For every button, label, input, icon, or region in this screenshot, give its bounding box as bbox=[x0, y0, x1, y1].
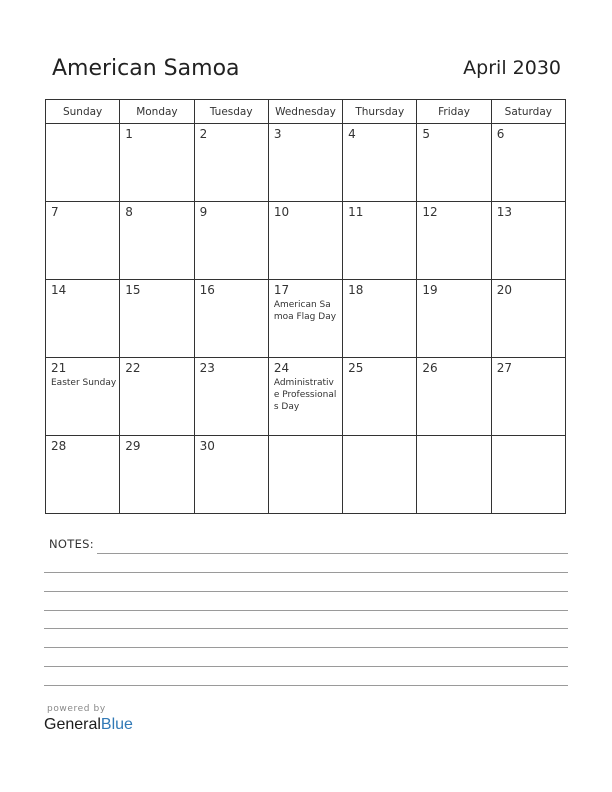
day-number: 22 bbox=[125, 361, 141, 375]
week-row bbox=[46, 358, 566, 436]
day-cell bbox=[491, 358, 565, 436]
day-cell bbox=[417, 358, 491, 436]
day-number: 5 bbox=[422, 127, 431, 141]
weekday-header: Friday bbox=[417, 100, 491, 124]
calendar-month: April 2030 bbox=[463, 57, 561, 79]
day-cell bbox=[268, 280, 342, 358]
notes-line bbox=[44, 572, 568, 573]
calendar-grid bbox=[45, 99, 566, 514]
day-number: 6 bbox=[496, 127, 505, 141]
notes-line bbox=[44, 685, 568, 686]
day-number: 29 bbox=[125, 439, 141, 453]
day-number: 15 bbox=[125, 283, 141, 297]
day-cell bbox=[194, 202, 268, 280]
day-number: 10 bbox=[273, 205, 290, 219]
calendar-title: American Samoa bbox=[52, 56, 240, 81]
day-number: 9 bbox=[199, 205, 208, 219]
day-number: 20 bbox=[496, 283, 512, 297]
day-number: 25 bbox=[348, 361, 364, 375]
day-cell bbox=[46, 358, 120, 436]
notes-line bbox=[44, 628, 568, 629]
day-number: 11 bbox=[348, 205, 364, 219]
notes-label: NOTES: bbox=[49, 537, 94, 551]
day-cell bbox=[343, 202, 417, 280]
holiday-event: Administrative Professionals Day bbox=[273, 378, 337, 412]
day-cell bbox=[268, 124, 342, 202]
day-number: 14 bbox=[51, 283, 67, 297]
day-cell bbox=[268, 358, 342, 436]
brand-general-text: General bbox=[44, 716, 101, 733]
notes-line bbox=[44, 610, 568, 611]
day-cell bbox=[491, 280, 565, 358]
day-cell bbox=[120, 358, 194, 436]
day-cell bbox=[120, 280, 194, 358]
day-cell bbox=[417, 124, 491, 202]
day-cell bbox=[268, 202, 342, 280]
day-number: 1 bbox=[125, 127, 133, 141]
day-cell bbox=[46, 202, 120, 280]
holiday-event: Easter Sunday bbox=[51, 378, 117, 388]
day-number: 12 bbox=[422, 205, 438, 219]
brand-blue-text: Blue bbox=[100, 716, 133, 733]
day-number: 13 bbox=[496, 205, 512, 219]
generalblue-logo bbox=[44, 716, 133, 734]
week-row bbox=[46, 280, 566, 358]
weekday-header: Tuesday bbox=[194, 100, 268, 124]
day-number: 16 bbox=[199, 283, 215, 297]
day-number: 30 bbox=[199, 439, 215, 453]
day-cell bbox=[268, 436, 342, 514]
notes-line bbox=[44, 666, 568, 667]
day-cell bbox=[343, 124, 417, 202]
day-cell bbox=[120, 202, 194, 280]
weekday-header: Thursday bbox=[343, 100, 417, 124]
day-cell bbox=[343, 436, 417, 514]
day-cell bbox=[194, 358, 268, 436]
day-cell bbox=[491, 202, 565, 280]
day-cell bbox=[194, 436, 268, 514]
day-number: 7 bbox=[51, 205, 59, 219]
holiday-event: American Samoa Flag Day bbox=[273, 300, 337, 322]
day-number: 23 bbox=[199, 361, 215, 375]
day-cell bbox=[46, 280, 120, 358]
weekday-header: Saturday bbox=[491, 100, 565, 124]
day-number: 2 bbox=[199, 127, 208, 141]
day-cell bbox=[46, 436, 120, 514]
day-cell bbox=[491, 436, 565, 514]
week-row bbox=[46, 436, 566, 514]
day-cell bbox=[46, 124, 120, 202]
powered-by-text: powered by bbox=[47, 704, 106, 714]
day-cell bbox=[120, 436, 194, 514]
day-number: 18 bbox=[348, 283, 364, 297]
week-row bbox=[46, 124, 566, 202]
notes-line bbox=[97, 553, 568, 554]
day-number: 4 bbox=[348, 127, 356, 141]
day-cell bbox=[417, 436, 491, 514]
day-cell bbox=[417, 202, 491, 280]
day-number: 28 bbox=[51, 439, 67, 453]
day-number: 26 bbox=[422, 361, 438, 375]
notes-line bbox=[44, 647, 568, 648]
day-cell bbox=[417, 280, 491, 358]
weekday-header: Monday bbox=[120, 100, 194, 124]
weekday-header: Wednesday bbox=[268, 100, 342, 124]
day-cell bbox=[343, 358, 417, 436]
day-cell bbox=[194, 124, 268, 202]
day-cell bbox=[194, 280, 268, 358]
day-cell bbox=[120, 124, 194, 202]
day-number: 27 bbox=[496, 361, 512, 375]
notes-line bbox=[44, 591, 568, 592]
day-number: 24 bbox=[273, 361, 290, 375]
day-cell bbox=[491, 124, 565, 202]
day-number: 17 bbox=[273, 283, 290, 297]
weekday-header-row bbox=[46, 100, 566, 124]
day-cell bbox=[343, 280, 417, 358]
day-number: 19 bbox=[422, 283, 438, 297]
day-number: 3 bbox=[273, 127, 282, 141]
weekday-header: Sunday bbox=[46, 100, 120, 124]
day-number: 21 bbox=[51, 361, 67, 375]
week-row bbox=[46, 202, 566, 280]
day-number: 8 bbox=[125, 205, 133, 219]
